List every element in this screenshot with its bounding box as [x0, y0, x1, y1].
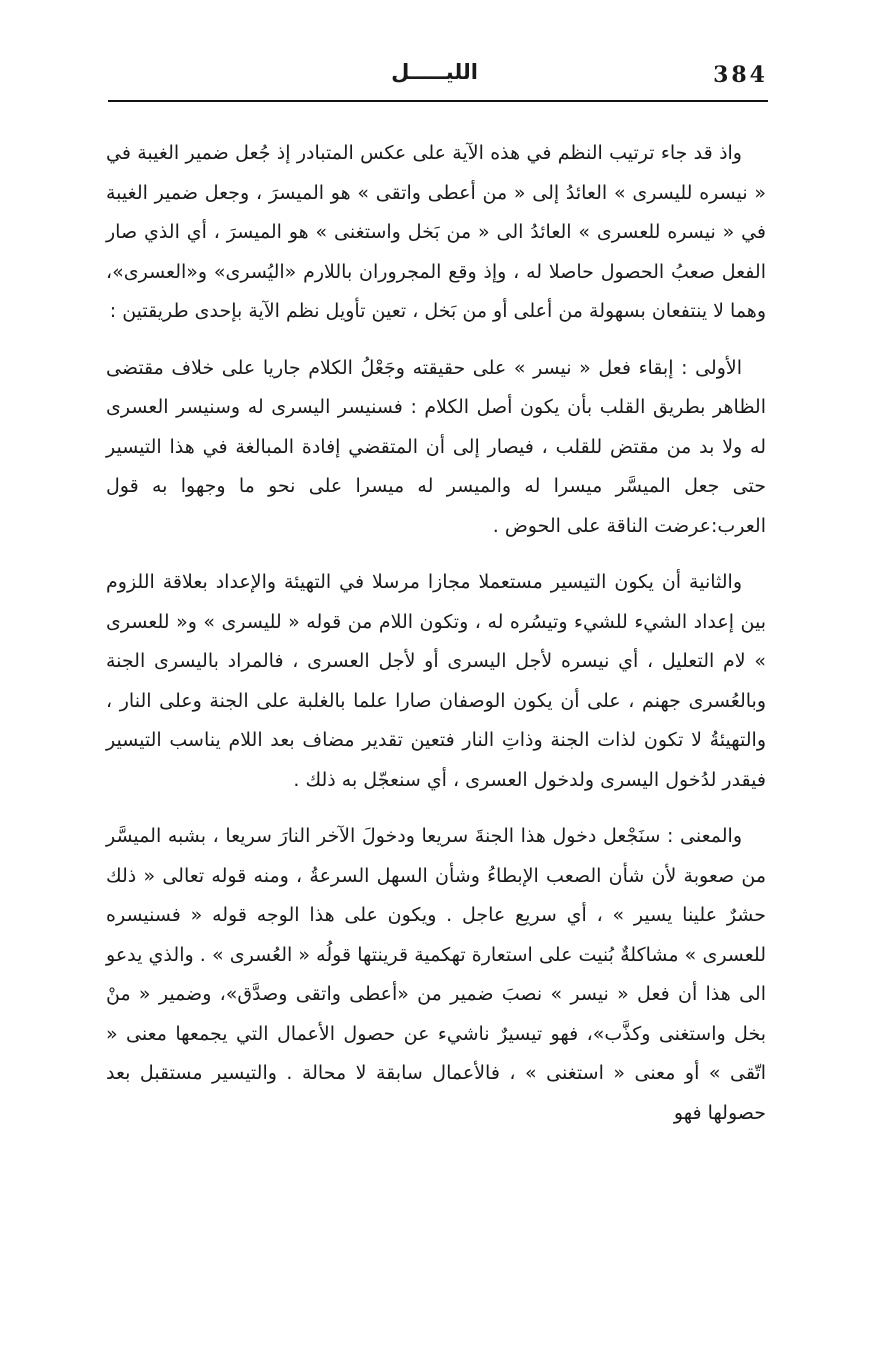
- paragraph-2: الأولى : إبقاء فعل « نيسر » على حقيقته وجَعْلُ الكلام جاريا على خلاف مقتضى الظاهر بطريق القلب بأن يكون أصل الكلام : فسنيسر اليسرى له وسنيسر العسرى له ولا بد من مقتض للقلب ، فيصار إلى أن المتقضي إفادة المبالغة في هذا التيسير حتى جعل الميسَّر ميسرا له والميسر له ميسرا على نحو ما وجهوا به قول العرب:عرضت الناقة على الحوض .: [106, 356, 766, 537]
- header-rule: [108, 100, 768, 102]
- paragraph-1: واذ قد جاء ترتيب النظم في هذه الآية على عكس المتبادر إذ جُعل ضمير الغيبة في « نيسره لليسرى » العائدُ إلى « من أعطى واتقى » هو الميسرَ ، وجعل ضمير الغيبة في « نيسره للعسرى » العائدُ الى « من بَخل واستغنى » هو الميسرَ ، أي الذي صار الفعل صعبُ الحصول حاصلا له ، وإذ وقع المجروران باللارم «اليُسرى» و«العسرى»، وهما لا ينتفعان بسهولة من أعلى أو من بَخل ، تعين تأويل نظم الآية بإحدى طريقتين :: [106, 142, 766, 322]
- page-header: [108, 58, 768, 98]
- paragraph-3: والثانية أن يكون التيسير مستعملا مجازا مرسلا في التهيئة والإعداد بعلاقة اللزوم بين إعداد الشيء للشيء وتيسُره له ، وتكون اللام من قوله « لليسرى » و« للعسرى » لام التعليل ، أي نيسره لأجل اليسرى أو لأجل العسرى ، فالمراد باليسرى الجنة وبالعُسرى جهنم ، على أن يكون الوصفان صارا علما بالغلبة على الجنة وعلى النار ، والتهيئةُ لا تكون لذات الجنة وذاتِ النار فتعين تقدير مضاف بعد اللام يناسب التيسير فيقدر لدُخول اليسرى ولدخول العسرى ، أي سنعجّل به ذلك .: [106, 571, 766, 791]
- body-text: [106, 134, 766, 1133]
- running-title: الليـــــل: [391, 60, 478, 84]
- paragraph-4: والمعنى : سنَجْعل دخول هذا الجنةَ سريعا ودخولَ الآخر النارَ سريعا ، بشبه الميسَّر من صعوبة لأن شأن الصعب الإبطاءُ وشأن السهل السرعةُ ، ومنه قوله تعالى « ذلك حشرٌ علينا يسير » ، أي سريع عاجل . ويكون على هذا الوجه قوله « فسنيسره للعسرى » مشاكلةٌ بُنيت على استعارة تهكمية قرينتها قولُه « العُسرى » . والذي يدعو الى هذا أن فعل « نيسر » نصبَ ضمير من «أعطى واتقى وصدَّق»، وضمير « منْ بخل واستغنى وكذَّب»، فهو تيسيرٌ ناشيء عن حصول الأعمال التي يجمعها معنى « اتّقى » أو معنى « استغنى » ، فالأعمال سابقة لا محالة . والتيسير مستقبل بعد حصولها فهو: [106, 825, 766, 1124]
- page-number: 384: [713, 62, 768, 88]
